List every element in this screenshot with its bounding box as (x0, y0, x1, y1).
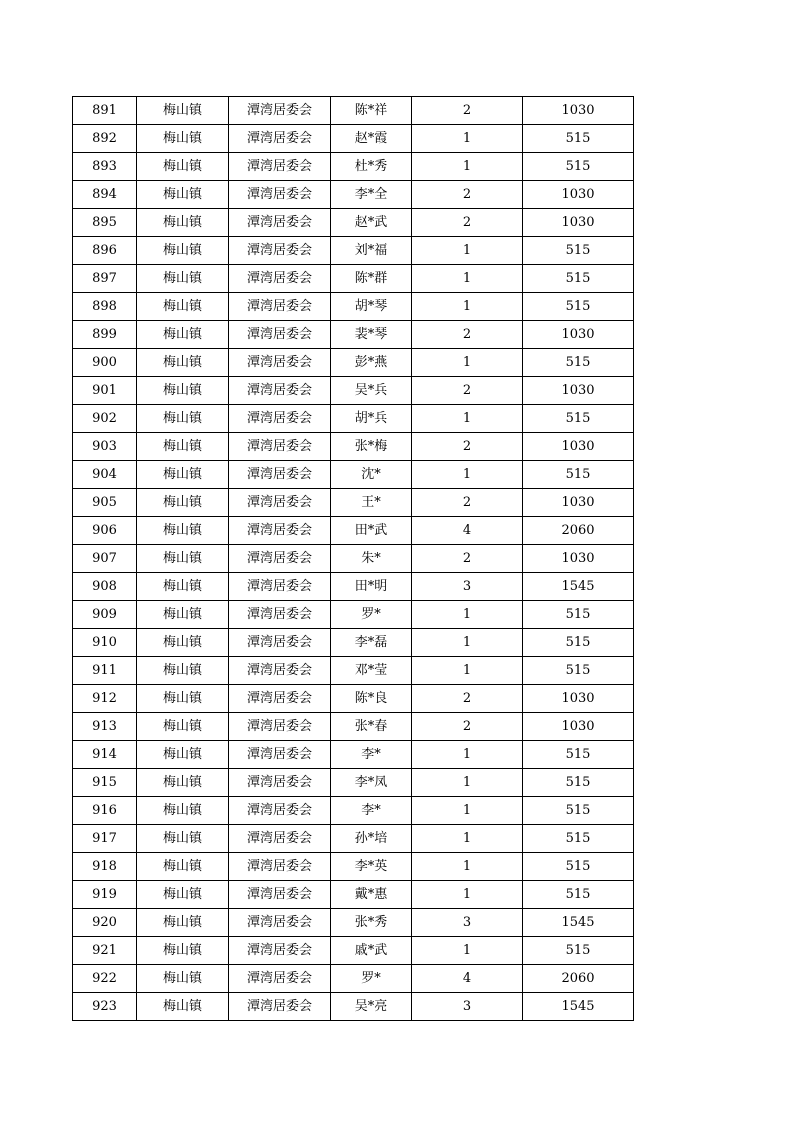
town-cell: 梅山镇 (137, 321, 229, 349)
amount-cell: 515 (523, 825, 634, 853)
row-number-cell: 894 (73, 181, 137, 209)
table-row (73, 741, 634, 769)
town-cell: 梅山镇 (137, 489, 229, 517)
row-number-cell: 912 (73, 685, 137, 713)
committee-cell: 潭湾居委会 (229, 293, 331, 321)
household-count-cell: 1 (412, 125, 523, 153)
committee-cell: 潭湾居委会 (229, 825, 331, 853)
row-number-cell: 911 (73, 657, 137, 685)
table-row (73, 993, 634, 1021)
household-count-cell: 1 (412, 601, 523, 629)
household-count-cell: 1 (412, 265, 523, 293)
town-cell: 梅山镇 (137, 265, 229, 293)
amount-cell: 1030 (523, 321, 634, 349)
name-cell: 张*秀 (331, 909, 412, 937)
committee-cell: 潭湾居委会 (229, 237, 331, 265)
table-row (73, 685, 634, 713)
amount-cell: 515 (523, 125, 634, 153)
amount-cell: 1030 (523, 545, 634, 573)
row-number-cell: 897 (73, 265, 137, 293)
household-count-cell: 1 (412, 461, 523, 489)
table-row (73, 293, 634, 321)
household-count-cell: 3 (412, 993, 523, 1021)
row-number-cell: 916 (73, 797, 137, 825)
household-count-cell: 1 (412, 853, 523, 881)
name-cell: 戚*武 (331, 937, 412, 965)
committee-cell: 潭湾居委会 (229, 517, 331, 545)
table-row (73, 517, 634, 545)
row-number-cell: 915 (73, 769, 137, 797)
table-row (73, 153, 634, 181)
committee-cell: 潭湾居委会 (229, 909, 331, 937)
row-number-cell: 903 (73, 433, 137, 461)
name-cell: 戴*惠 (331, 881, 412, 909)
row-number-cell: 902 (73, 405, 137, 433)
row-number-cell: 905 (73, 489, 137, 517)
table-row (73, 181, 634, 209)
town-cell: 梅山镇 (137, 125, 229, 153)
row-number-cell: 917 (73, 825, 137, 853)
row-number-cell: 914 (73, 741, 137, 769)
household-count-cell: 2 (412, 209, 523, 237)
amount-cell: 1030 (523, 209, 634, 237)
committee-cell: 潭湾居委会 (229, 489, 331, 517)
amount-cell: 515 (523, 601, 634, 629)
name-cell: 吴*兵 (331, 377, 412, 405)
table-row (73, 377, 634, 405)
table-row (73, 97, 634, 125)
amount-cell: 515 (523, 237, 634, 265)
household-count-cell: 4 (412, 965, 523, 993)
town-cell: 梅山镇 (137, 545, 229, 573)
committee-cell: 潭湾居委会 (229, 545, 331, 573)
amount-cell: 515 (523, 629, 634, 657)
household-count-cell: 1 (412, 405, 523, 433)
row-number-cell: 920 (73, 909, 137, 937)
town-cell: 梅山镇 (137, 153, 229, 181)
table-row (73, 461, 634, 489)
household-count-cell: 1 (412, 293, 523, 321)
committee-cell: 潭湾居委会 (229, 797, 331, 825)
amount-cell: 1545 (523, 909, 634, 937)
town-cell: 梅山镇 (137, 741, 229, 769)
household-count-cell: 1 (412, 937, 523, 965)
name-cell: 罗* (331, 965, 412, 993)
committee-cell: 潭湾居委会 (229, 769, 331, 797)
committee-cell: 潭湾居委会 (229, 713, 331, 741)
row-number-cell: 901 (73, 377, 137, 405)
table-row (73, 797, 634, 825)
household-count-cell: 1 (412, 153, 523, 181)
town-cell: 梅山镇 (137, 349, 229, 377)
household-count-cell: 2 (412, 433, 523, 461)
table-row (73, 881, 634, 909)
committee-cell: 潭湾居委会 (229, 349, 331, 377)
town-cell: 梅山镇 (137, 965, 229, 993)
committee-cell: 潭湾居委会 (229, 657, 331, 685)
town-cell: 梅山镇 (137, 517, 229, 545)
name-cell: 王* (331, 489, 412, 517)
table-row (73, 909, 634, 937)
table-row (73, 937, 634, 965)
committee-cell: 潭湾居委会 (229, 125, 331, 153)
amount-cell: 515 (523, 153, 634, 181)
town-cell: 梅山镇 (137, 209, 229, 237)
row-number-cell: 908 (73, 573, 137, 601)
name-cell: 田*武 (331, 517, 412, 545)
committee-cell: 潭湾居委会 (229, 461, 331, 489)
name-cell: 裴*琴 (331, 321, 412, 349)
name-cell: 李* (331, 741, 412, 769)
row-number-cell: 896 (73, 237, 137, 265)
name-cell: 李*磊 (331, 629, 412, 657)
household-count-cell: 2 (412, 321, 523, 349)
household-count-cell: 1 (412, 825, 523, 853)
row-number-cell: 891 (73, 97, 137, 125)
row-number-cell: 899 (73, 321, 137, 349)
amount-cell: 1030 (523, 489, 634, 517)
table-row (73, 965, 634, 993)
row-number-cell: 904 (73, 461, 137, 489)
amount-cell: 515 (523, 461, 634, 489)
town-cell: 梅山镇 (137, 825, 229, 853)
amount-cell: 1030 (523, 181, 634, 209)
committee-cell: 潭湾居委会 (229, 405, 331, 433)
row-number-cell: 907 (73, 545, 137, 573)
household-count-cell: 1 (412, 349, 523, 377)
town-cell: 梅山镇 (137, 685, 229, 713)
town-cell: 梅山镇 (137, 713, 229, 741)
household-count-cell: 2 (412, 377, 523, 405)
town-cell: 梅山镇 (137, 937, 229, 965)
row-number-cell: 919 (73, 881, 137, 909)
town-cell: 梅山镇 (137, 237, 229, 265)
household-count-cell: 1 (412, 881, 523, 909)
row-number-cell: 900 (73, 349, 137, 377)
row-number-cell: 923 (73, 993, 137, 1021)
committee-cell: 潭湾居委会 (229, 601, 331, 629)
name-cell: 吴*亮 (331, 993, 412, 1021)
name-cell: 陈*群 (331, 265, 412, 293)
committee-cell: 潭湾居委会 (229, 265, 331, 293)
table-row (73, 321, 634, 349)
amount-cell: 1030 (523, 377, 634, 405)
row-number-cell: 898 (73, 293, 137, 321)
name-cell: 朱* (331, 545, 412, 573)
amount-cell: 515 (523, 797, 634, 825)
row-number-cell: 893 (73, 153, 137, 181)
town-cell: 梅山镇 (137, 461, 229, 489)
data-table (72, 96, 634, 1021)
name-cell: 刘*福 (331, 237, 412, 265)
amount-cell: 2060 (523, 517, 634, 545)
row-number-cell: 909 (73, 601, 137, 629)
household-count-cell: 1 (412, 629, 523, 657)
row-number-cell: 895 (73, 209, 137, 237)
table-row (73, 405, 634, 433)
name-cell: 赵*武 (331, 209, 412, 237)
committee-cell: 潭湾居委会 (229, 573, 331, 601)
amount-cell: 1030 (523, 433, 634, 461)
town-cell: 梅山镇 (137, 573, 229, 601)
committee-cell: 潭湾居委会 (229, 629, 331, 657)
row-number-cell: 906 (73, 517, 137, 545)
household-count-cell: 2 (412, 181, 523, 209)
town-cell: 梅山镇 (137, 797, 229, 825)
table-row (73, 629, 634, 657)
name-cell: 李*全 (331, 181, 412, 209)
household-count-cell: 2 (412, 97, 523, 125)
amount-cell: 515 (523, 769, 634, 797)
town-cell: 梅山镇 (137, 629, 229, 657)
row-number-cell: 910 (73, 629, 137, 657)
household-count-cell: 2 (412, 685, 523, 713)
row-number-cell: 921 (73, 937, 137, 965)
amount-cell: 515 (523, 741, 634, 769)
town-cell: 梅山镇 (137, 405, 229, 433)
town-cell: 梅山镇 (137, 377, 229, 405)
table-row (73, 573, 634, 601)
name-cell: 李*英 (331, 853, 412, 881)
row-number-cell: 918 (73, 853, 137, 881)
name-cell: 孙*培 (331, 825, 412, 853)
committee-cell: 潭湾居委会 (229, 377, 331, 405)
household-count-cell: 4 (412, 517, 523, 545)
name-cell: 罗* (331, 601, 412, 629)
row-number-cell: 922 (73, 965, 137, 993)
town-cell: 梅山镇 (137, 769, 229, 797)
household-count-cell: 1 (412, 769, 523, 797)
table-row (73, 349, 634, 377)
table-row (73, 433, 634, 461)
household-count-cell: 2 (412, 713, 523, 741)
town-cell: 梅山镇 (137, 909, 229, 937)
committee-cell: 潭湾居委会 (229, 181, 331, 209)
table-row (73, 713, 634, 741)
household-count-cell: 1 (412, 657, 523, 685)
committee-cell: 潭湾居委会 (229, 965, 331, 993)
town-cell: 梅山镇 (137, 881, 229, 909)
table-row (73, 825, 634, 853)
table-row (73, 545, 634, 573)
committee-cell: 潭湾居委会 (229, 321, 331, 349)
amount-cell: 515 (523, 349, 634, 377)
household-count-cell: 1 (412, 237, 523, 265)
amount-cell: 515 (523, 293, 634, 321)
amount-cell: 1030 (523, 685, 634, 713)
amount-cell: 515 (523, 657, 634, 685)
amount-cell: 515 (523, 405, 634, 433)
amount-cell: 515 (523, 265, 634, 293)
town-cell: 梅山镇 (137, 993, 229, 1021)
name-cell: 胡*琴 (331, 293, 412, 321)
town-cell: 梅山镇 (137, 293, 229, 321)
name-cell: 田*明 (331, 573, 412, 601)
household-count-cell: 2 (412, 489, 523, 517)
name-cell: 张*梅 (331, 433, 412, 461)
table-row (73, 769, 634, 797)
amount-cell: 1030 (523, 97, 634, 125)
name-cell: 杜*秀 (331, 153, 412, 181)
table-row (73, 209, 634, 237)
committee-cell: 潭湾居委会 (229, 97, 331, 125)
amount-cell: 2060 (523, 965, 634, 993)
name-cell: 赵*霞 (331, 125, 412, 153)
table-body (73, 97, 634, 1021)
name-cell: 张*春 (331, 713, 412, 741)
town-cell: 梅山镇 (137, 97, 229, 125)
amount-cell: 1545 (523, 573, 634, 601)
amount-cell: 1545 (523, 993, 634, 1021)
committee-cell: 潭湾居委会 (229, 881, 331, 909)
name-cell: 陈*良 (331, 685, 412, 713)
row-number-cell: 892 (73, 125, 137, 153)
committee-cell: 潭湾居委会 (229, 853, 331, 881)
name-cell: 邓*莹 (331, 657, 412, 685)
household-count-cell: 1 (412, 741, 523, 769)
town-cell: 梅山镇 (137, 657, 229, 685)
committee-cell: 潭湾居委会 (229, 153, 331, 181)
household-count-cell: 1 (412, 797, 523, 825)
name-cell: 李* (331, 797, 412, 825)
town-cell: 梅山镇 (137, 181, 229, 209)
table-row (73, 853, 634, 881)
table-row (73, 237, 634, 265)
household-count-cell: 3 (412, 573, 523, 601)
committee-cell: 潭湾居委会 (229, 993, 331, 1021)
town-cell: 梅山镇 (137, 601, 229, 629)
committee-cell: 潭湾居委会 (229, 685, 331, 713)
committee-cell: 潭湾居委会 (229, 937, 331, 965)
table-row (73, 265, 634, 293)
table-row (73, 657, 634, 685)
table-row (73, 125, 634, 153)
name-cell: 陈*祥 (331, 97, 412, 125)
table-row (73, 489, 634, 517)
town-cell: 梅山镇 (137, 433, 229, 461)
committee-cell: 潭湾居委会 (229, 209, 331, 237)
name-cell: 彭*燕 (331, 349, 412, 377)
name-cell: 李*凤 (331, 769, 412, 797)
amount-cell: 515 (523, 881, 634, 909)
amount-cell: 515 (523, 853, 634, 881)
town-cell: 梅山镇 (137, 853, 229, 881)
table-row (73, 601, 634, 629)
amount-cell: 515 (523, 937, 634, 965)
name-cell: 胡*兵 (331, 405, 412, 433)
row-number-cell: 913 (73, 713, 137, 741)
household-count-cell: 3 (412, 909, 523, 937)
amount-cell: 1030 (523, 713, 634, 741)
committee-cell: 潭湾居委会 (229, 741, 331, 769)
committee-cell: 潭湾居委会 (229, 433, 331, 461)
household-count-cell: 2 (412, 545, 523, 573)
name-cell: 沈* (331, 461, 412, 489)
